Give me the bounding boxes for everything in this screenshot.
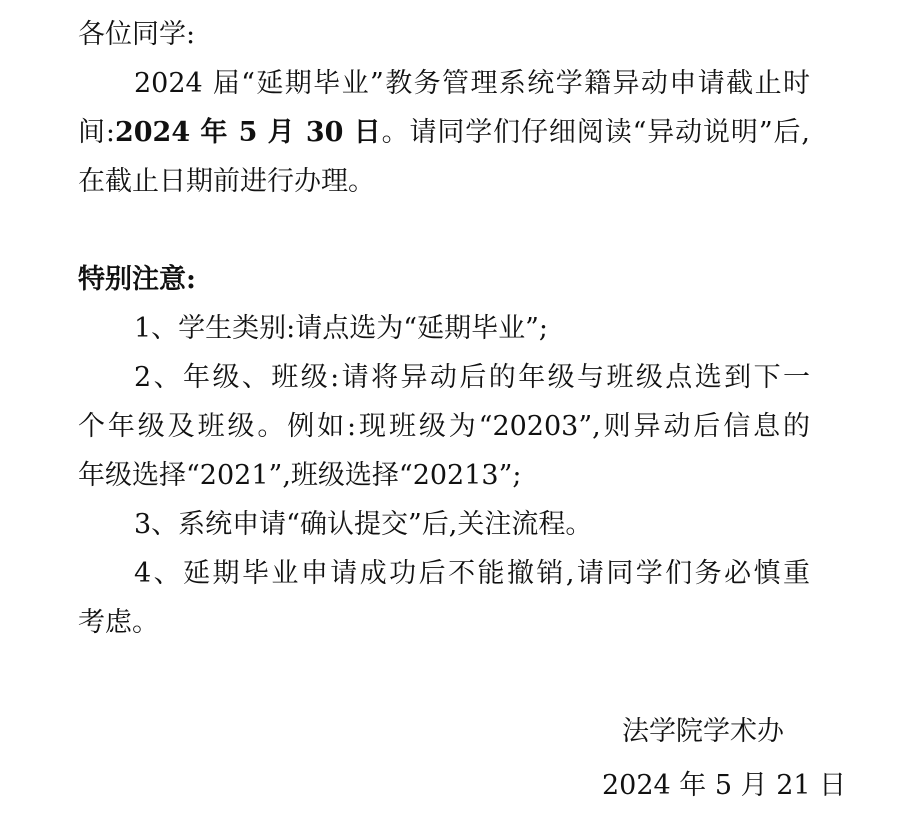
item-2-line-2: 个年级及班级。例如:现班级为“20203”,则异动后信息的 — [78, 411, 810, 442]
item-4-line-1: 4、延期毕业申请成功后不能撤销,请同学们务必慎重 — [134, 558, 810, 589]
item-4-line-2: 考虑。 — [78, 607, 159, 638]
signature-org: 法学院学术办 — [622, 716, 784, 747]
signature-date: 2024 年 5 月 21 日 — [602, 770, 847, 801]
intro-line-2 — [78, 108, 810, 157]
item-1-line-1: 1、学生类别:请点选为“延期毕业”; — [134, 313, 548, 344]
item-2-line-1: 2、年级、班级:请将异动后的年级与班级点选到下一 — [134, 362, 810, 393]
paragraph-spacer — [78, 206, 810, 255]
item-3-line-1: 3、系统申请“确认提交”后,关注流程。 — [134, 509, 593, 540]
intro-line-2-prefix: 间: — [78, 117, 115, 148]
intro-line-2-suffix: 。请同学们仔细阅读“异动说明”后, — [381, 117, 810, 148]
notice-document — [78, 10, 810, 647]
item-2-line-3: 年级选择“2021”,班级选择“20213”; — [78, 460, 522, 491]
intro-line-3: 在截止日期前进行办理。 — [78, 166, 375, 197]
attention-heading: 特别注意: — [78, 264, 196, 295]
deadline-date: 2024 年 5 月 30 日 — [114, 117, 382, 148]
greeting: 各位同学: — [78, 19, 196, 50]
intro-line-1: 2024 届“延期毕业”教务管理系统学籍异动申请截止时 — [134, 68, 810, 99]
